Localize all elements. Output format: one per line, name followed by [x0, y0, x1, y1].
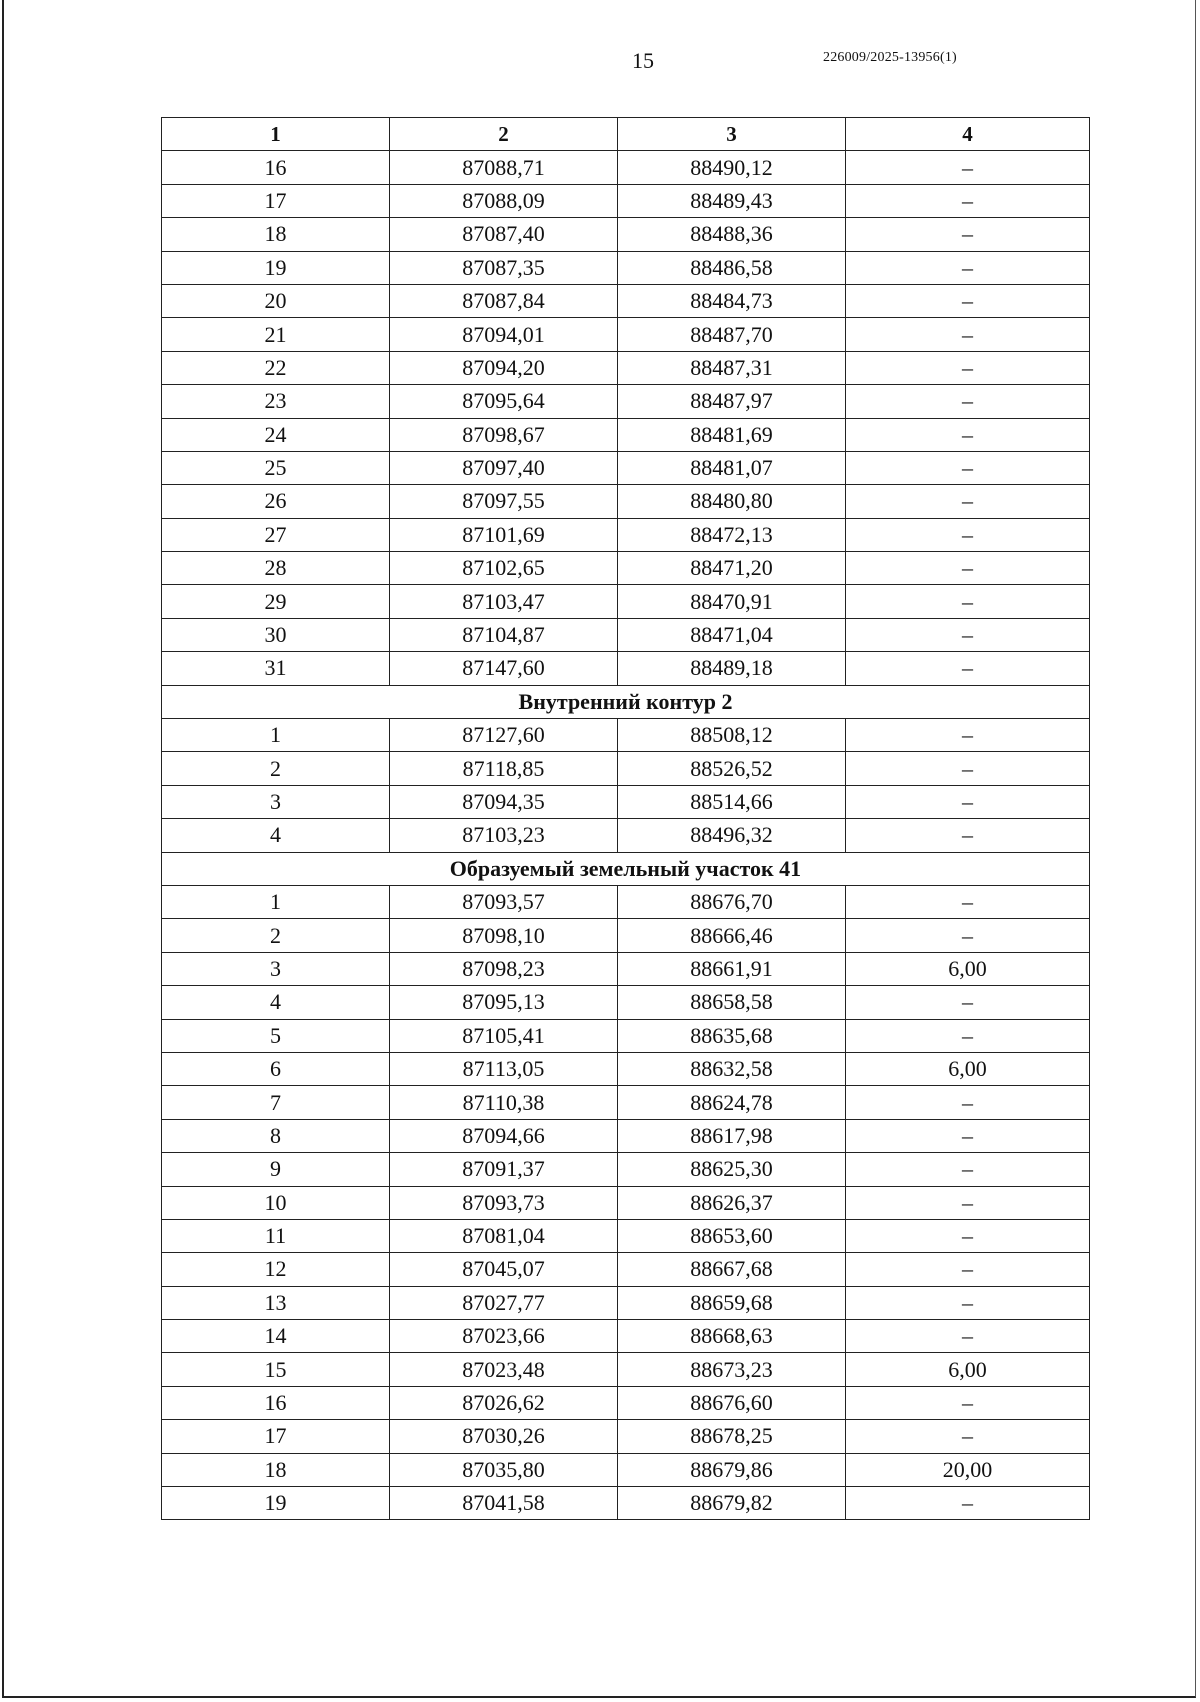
column-header: 3 [618, 118, 846, 151]
point-number-cell: 29 [162, 585, 390, 618]
table-row [162, 752, 1090, 785]
y-coordinate-cell: 88471,04 [618, 618, 846, 651]
value-cell: – [846, 1119, 1090, 1152]
value-cell: – [846, 518, 1090, 551]
y-coordinate-cell: 88472,13 [618, 518, 846, 551]
point-number-cell: 3 [162, 952, 390, 985]
page-number: 15 [632, 48, 654, 73]
point-number-cell: 2 [162, 919, 390, 952]
column-header: 4 [846, 118, 1090, 151]
point-number-cell: 19 [162, 1487, 390, 1520]
x-coordinate-cell: 87098,23 [390, 952, 618, 985]
x-coordinate-cell: 87098,10 [390, 919, 618, 952]
point-number-cell: 1 [162, 885, 390, 918]
value-cell: 6,00 [846, 1052, 1090, 1085]
value-cell: – [846, 785, 1090, 818]
table-row [162, 451, 1090, 484]
y-coordinate-cell: 88480,80 [618, 485, 846, 518]
coordinates-table [161, 117, 1090, 1520]
x-coordinate-cell: 87093,57 [390, 885, 618, 918]
value-cell: – [846, 1487, 1090, 1520]
value-cell: – [846, 251, 1090, 284]
y-coordinate-cell: 88653,60 [618, 1219, 846, 1252]
column-header: 1 [162, 118, 390, 151]
point-number-cell: 15 [162, 1353, 390, 1386]
y-coordinate-cell: 88679,86 [618, 1453, 846, 1486]
y-coordinate-cell: 88496,32 [618, 819, 846, 852]
x-coordinate-cell: 87035,80 [390, 1453, 618, 1486]
y-coordinate-cell: 88486,58 [618, 251, 846, 284]
table-row [162, 1453, 1090, 1486]
table-row [162, 318, 1090, 351]
value-cell: 20,00 [846, 1453, 1090, 1486]
x-coordinate-cell: 87094,35 [390, 785, 618, 818]
y-coordinate-cell: 88490,12 [618, 151, 846, 184]
point-number-cell: 31 [162, 652, 390, 685]
x-coordinate-cell: 87098,67 [390, 418, 618, 451]
value-cell: – [846, 351, 1090, 384]
value-cell: – [846, 1253, 1090, 1286]
table-row [162, 785, 1090, 818]
x-coordinate-cell: 87102,65 [390, 552, 618, 585]
table-row [162, 385, 1090, 418]
table-row [162, 1052, 1090, 1085]
y-coordinate-cell: 88489,18 [618, 652, 846, 685]
table-row [162, 1153, 1090, 1186]
point-number-cell: 17 [162, 1420, 390, 1453]
x-coordinate-cell: 87030,26 [390, 1420, 618, 1453]
table-row [162, 1286, 1090, 1319]
x-coordinate-cell: 87087,84 [390, 284, 618, 317]
table-row [162, 952, 1090, 985]
y-coordinate-cell: 88617,98 [618, 1119, 846, 1152]
point-number-cell: 13 [162, 1286, 390, 1319]
table-row [162, 1253, 1090, 1286]
point-number-cell: 16 [162, 151, 390, 184]
table-row [162, 552, 1090, 585]
point-number-cell: 27 [162, 518, 390, 551]
value-cell: – [846, 485, 1090, 518]
table-row [162, 618, 1090, 651]
point-number-cell: 14 [162, 1320, 390, 1353]
y-coordinate-cell: 88487,97 [618, 385, 846, 418]
point-number-cell: 20 [162, 284, 390, 317]
x-coordinate-cell: 87026,62 [390, 1386, 618, 1419]
y-coordinate-cell: 88508,12 [618, 719, 846, 752]
table-row [162, 719, 1090, 752]
x-coordinate-cell: 87088,71 [390, 151, 618, 184]
table-row [162, 1119, 1090, 1152]
value-cell: – [846, 1420, 1090, 1453]
x-coordinate-cell: 87113,05 [390, 1052, 618, 1085]
point-number-cell: 7 [162, 1086, 390, 1119]
y-coordinate-cell: 88481,07 [618, 451, 846, 484]
x-coordinate-cell: 87091,37 [390, 1153, 618, 1186]
table-row [162, 1086, 1090, 1119]
x-coordinate-cell: 87023,66 [390, 1320, 618, 1353]
value-cell: – [846, 1086, 1090, 1119]
point-number-cell: 30 [162, 618, 390, 651]
table-row [162, 184, 1090, 217]
table-row [162, 418, 1090, 451]
x-coordinate-cell: 87097,40 [390, 451, 618, 484]
value-cell: – [846, 1320, 1090, 1353]
point-number-cell: 8 [162, 1119, 390, 1152]
point-number-cell: 24 [162, 418, 390, 451]
point-number-cell: 1 [162, 719, 390, 752]
table-row [162, 1186, 1090, 1219]
y-coordinate-cell: 88676,60 [618, 1386, 846, 1419]
table-row [162, 485, 1090, 518]
x-coordinate-cell: 87147,60 [390, 652, 618, 685]
point-number-cell: 18 [162, 1453, 390, 1486]
table-header-row [162, 118, 1090, 151]
x-coordinate-cell: 87105,41 [390, 1019, 618, 1052]
x-coordinate-cell: 87023,48 [390, 1353, 618, 1386]
y-coordinate-cell: 88526,52 [618, 752, 846, 785]
x-coordinate-cell: 87027,77 [390, 1286, 618, 1319]
value-cell: 6,00 [846, 952, 1090, 985]
value-cell: – [846, 1286, 1090, 1319]
value-cell: – [846, 451, 1090, 484]
x-coordinate-cell: 87097,55 [390, 485, 618, 518]
y-coordinate-cell: 88484,73 [618, 284, 846, 317]
table-row [162, 1487, 1090, 1520]
x-coordinate-cell: 87088,09 [390, 184, 618, 217]
value-cell: – [846, 1386, 1090, 1419]
x-coordinate-cell: 87103,47 [390, 585, 618, 618]
x-coordinate-cell: 87094,20 [390, 351, 618, 384]
value-cell: – [846, 284, 1090, 317]
point-number-cell: 19 [162, 251, 390, 284]
value-cell: – [846, 819, 1090, 852]
table-row [162, 1019, 1090, 1052]
section-title: Внутренний контур 2 [162, 685, 1090, 718]
point-number-cell: 26 [162, 485, 390, 518]
y-coordinate-cell: 88658,58 [618, 986, 846, 1019]
table-row [162, 986, 1090, 1019]
x-coordinate-cell: 87081,04 [390, 1219, 618, 1252]
x-coordinate-cell: 87103,23 [390, 819, 618, 852]
value-cell: – [846, 318, 1090, 351]
point-number-cell: 9 [162, 1153, 390, 1186]
table-row [162, 1386, 1090, 1419]
y-coordinate-cell: 88661,91 [618, 952, 846, 985]
y-coordinate-cell: 88659,68 [618, 1286, 846, 1319]
y-coordinate-cell: 88666,46 [618, 919, 846, 952]
x-coordinate-cell: 87101,69 [390, 518, 618, 551]
table-row [162, 819, 1090, 852]
table-row [162, 251, 1090, 284]
section-row [162, 685, 1090, 718]
point-number-cell: 21 [162, 318, 390, 351]
y-coordinate-cell: 88481,69 [618, 418, 846, 451]
table-row [162, 518, 1090, 551]
value-cell: 6,00 [846, 1353, 1090, 1386]
y-coordinate-cell: 88668,63 [618, 1320, 846, 1353]
value-cell: – [846, 1219, 1090, 1252]
value-cell: – [846, 418, 1090, 451]
y-coordinate-cell: 88632,58 [618, 1052, 846, 1085]
value-cell: – [846, 919, 1090, 952]
y-coordinate-cell: 88487,70 [618, 318, 846, 351]
value-cell: – [846, 184, 1090, 217]
point-number-cell: 10 [162, 1186, 390, 1219]
point-number-cell: 3 [162, 785, 390, 818]
y-coordinate-cell: 88470,91 [618, 585, 846, 618]
y-coordinate-cell: 88514,66 [618, 785, 846, 818]
section-row [162, 852, 1090, 885]
point-number-cell: 12 [162, 1253, 390, 1286]
y-coordinate-cell: 88676,70 [618, 885, 846, 918]
point-number-cell: 5 [162, 1019, 390, 1052]
point-number-cell: 22 [162, 351, 390, 384]
column-header: 2 [390, 118, 618, 151]
point-number-cell: 18 [162, 218, 390, 251]
value-cell: – [846, 552, 1090, 585]
y-coordinate-cell: 88487,31 [618, 351, 846, 384]
point-number-cell: 16 [162, 1386, 390, 1419]
value-cell: – [846, 1019, 1090, 1052]
x-coordinate-cell: 87095,13 [390, 986, 618, 1019]
x-coordinate-cell: 87127,60 [390, 719, 618, 752]
y-coordinate-cell: 88624,78 [618, 1086, 846, 1119]
table-row [162, 218, 1090, 251]
point-number-cell: 28 [162, 552, 390, 585]
table-row [162, 919, 1090, 952]
point-number-cell: 6 [162, 1052, 390, 1085]
y-coordinate-cell: 88635,68 [618, 1019, 846, 1052]
y-coordinate-cell: 88678,25 [618, 1420, 846, 1453]
table-row [162, 1420, 1090, 1453]
table-row [162, 351, 1090, 384]
y-coordinate-cell: 88679,82 [618, 1487, 846, 1520]
point-number-cell: 11 [162, 1219, 390, 1252]
table-row [162, 885, 1090, 918]
x-coordinate-cell: 87110,38 [390, 1086, 618, 1119]
value-cell: – [846, 151, 1090, 184]
y-coordinate-cell: 88667,68 [618, 1253, 846, 1286]
point-number-cell: 17 [162, 184, 390, 217]
value-cell: – [846, 885, 1090, 918]
point-number-cell: 2 [162, 752, 390, 785]
y-coordinate-cell: 88488,36 [618, 218, 846, 251]
x-coordinate-cell: 87095,64 [390, 385, 618, 418]
table-row [162, 585, 1090, 618]
value-cell: – [846, 652, 1090, 685]
document-number: 226009/2025-13956(1) [823, 50, 957, 65]
value-cell: – [846, 585, 1090, 618]
value-cell: – [846, 752, 1090, 785]
y-coordinate-cell: 88471,20 [618, 552, 846, 585]
point-number-cell: 4 [162, 986, 390, 1019]
x-coordinate-cell: 87087,40 [390, 218, 618, 251]
value-cell: – [846, 719, 1090, 752]
value-cell: – [846, 218, 1090, 251]
x-coordinate-cell: 87104,87 [390, 618, 618, 651]
x-coordinate-cell: 87045,07 [390, 1253, 618, 1286]
value-cell: – [846, 1186, 1090, 1219]
table-row [162, 1320, 1090, 1353]
point-number-cell: 25 [162, 451, 390, 484]
section-title: Образуемый земельный участок 41 [162, 852, 1090, 885]
table-row [162, 1353, 1090, 1386]
value-cell: – [846, 1153, 1090, 1186]
x-coordinate-cell: 87094,66 [390, 1119, 618, 1152]
y-coordinate-cell: 88626,37 [618, 1186, 846, 1219]
value-cell: – [846, 618, 1090, 651]
x-coordinate-cell: 87087,35 [390, 251, 618, 284]
table-row [162, 1219, 1090, 1252]
point-number-cell: 4 [162, 819, 390, 852]
value-cell: – [846, 986, 1090, 1019]
x-coordinate-cell: 87094,01 [390, 318, 618, 351]
y-coordinate-cell: 88673,23 [618, 1353, 846, 1386]
table-body [162, 151, 1090, 1520]
y-coordinate-cell: 88489,43 [618, 184, 846, 217]
x-coordinate-cell: 87041,58 [390, 1487, 618, 1520]
table-row [162, 652, 1090, 685]
table-row [162, 284, 1090, 317]
y-coordinate-cell: 88625,30 [618, 1153, 846, 1186]
point-number-cell: 23 [162, 385, 390, 418]
table-row [162, 151, 1090, 184]
value-cell: – [846, 385, 1090, 418]
x-coordinate-cell: 87118,85 [390, 752, 618, 785]
x-coordinate-cell: 87093,73 [390, 1186, 618, 1219]
